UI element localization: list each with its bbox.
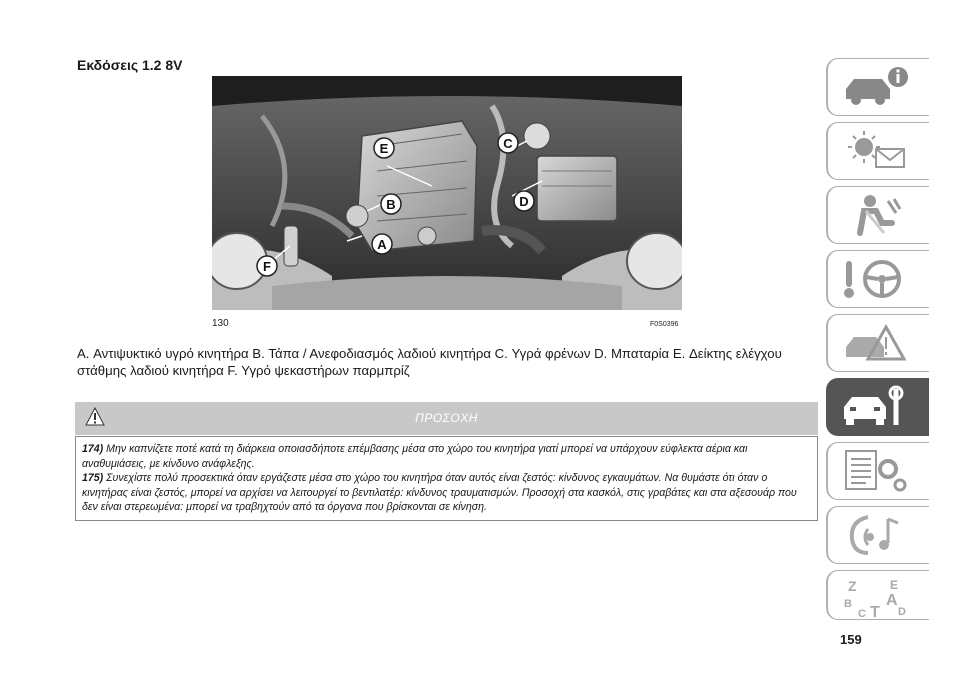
engine-bay-figure bbox=[212, 76, 682, 310]
callout-a bbox=[372, 234, 392, 254]
tab-safety[interactable] bbox=[826, 186, 929, 244]
callout-c bbox=[498, 133, 518, 153]
callout-c-label: C bbox=[503, 136, 513, 151]
tab-emergency[interactable] bbox=[826, 314, 929, 372]
page-number: 159 bbox=[840, 632, 862, 647]
tab-car-info[interactable] bbox=[826, 58, 929, 116]
tab-index[interactable] bbox=[826, 570, 929, 620]
figure-caption: A. Αντιψυκτικό υγρό κινητήρα B. Τάπα / Ανεφοδιασμός λαδιού κινητήρα C. Υγρά φρένων D. Μπαταρία E. Δείκτης ελέγχου στάθμης λαδιού κινητήρα F. Υγρό ψεκαστήρων παρμπρίζ bbox=[77, 346, 782, 378]
warning-item-number: 175) bbox=[82, 472, 104, 484]
index-icon bbox=[842, 577, 912, 621]
car-info-icon bbox=[842, 65, 912, 109]
tab-maintenance[interactable] bbox=[826, 378, 929, 436]
tab-technical-data[interactable] bbox=[826, 442, 929, 500]
warning-item bbox=[82, 471, 811, 515]
warning-header bbox=[75, 402, 818, 435]
car-maintenance-icon bbox=[842, 385, 912, 429]
figure-number: 130 bbox=[212, 318, 229, 329]
callout-e-label: E bbox=[379, 141, 389, 156]
warning-item-text: Μην καπνίζετε ποτέ κατά τη διάρκεια οποιασδήποτε επέμβασης μέσα στο χώρο του κινητήρα γιατί μπορεί να υπάρχουν εύφλεκτα αέρια και αναθυμιάσεις, με κίνδυνο ανάφλεξης. bbox=[82, 443, 748, 470]
warning-title: ΠΡΟΣΟΧΗ bbox=[415, 411, 478, 425]
section-title: Εκδόσεις 1.2 8V bbox=[77, 57, 183, 73]
callout-b bbox=[381, 194, 401, 214]
callout-a-label: A bbox=[377, 237, 387, 252]
index-letter: D bbox=[898, 606, 906, 618]
warning-text bbox=[82, 442, 811, 515]
callout-f-label: F bbox=[263, 259, 271, 274]
callout-b-label: B bbox=[386, 197, 396, 212]
warning-item-text: Συνεχίστε πολύ προσεκτικά όταν εργάζεστε μέσα στο χώρο του κινητήρα όταν αυτός είναι ζεστός: κίνδυνος εγκαυμάτων. Να θυμάστε ότι όταν ο κινητήρας είναι ζεστός, μπορεί να αρχίσει να λειτουργεί το βεντιλατέρ: κίνδυνος τραυματισμών. Προσοχή στα κασκόλ, στις γραβάτες και στα αξεσουάρ που δεν είναι στερεωμένα: μπορεί να τραβηχτούν από τα όργανα που βρίσκονται σε κίνηση. bbox=[82, 472, 797, 513]
tab-warning-lights[interactable] bbox=[826, 122, 929, 180]
multimedia-icon bbox=[842, 513, 912, 557]
index-letter: E bbox=[890, 578, 899, 592]
index-letter: C bbox=[858, 608, 866, 620]
index-letter: Z bbox=[848, 578, 857, 594]
tab-multimedia[interactable] bbox=[826, 506, 929, 564]
figure-code: F0S0396 bbox=[650, 321, 679, 328]
warning-item bbox=[82, 442, 811, 471]
technical-data-icon bbox=[842, 449, 912, 493]
warning-item-number: 174) bbox=[82, 443, 104, 455]
steering-wheel-icon bbox=[842, 257, 912, 301]
tab-starting-driving[interactable] bbox=[826, 250, 929, 308]
callout-d-label: D bbox=[519, 194, 529, 209]
index-letter: T bbox=[870, 604, 880, 621]
callout-e bbox=[374, 138, 394, 158]
warning-box bbox=[75, 436, 818, 521]
index-letter: A bbox=[886, 592, 898, 609]
callout-f bbox=[257, 256, 277, 276]
index-letter: B bbox=[844, 598, 852, 610]
emergency-icon bbox=[842, 321, 912, 365]
safety-airbag-icon bbox=[842, 193, 912, 237]
warning-light-icon bbox=[842, 129, 912, 173]
callout-d bbox=[514, 191, 534, 211]
engine-bay-illustration bbox=[212, 76, 682, 310]
